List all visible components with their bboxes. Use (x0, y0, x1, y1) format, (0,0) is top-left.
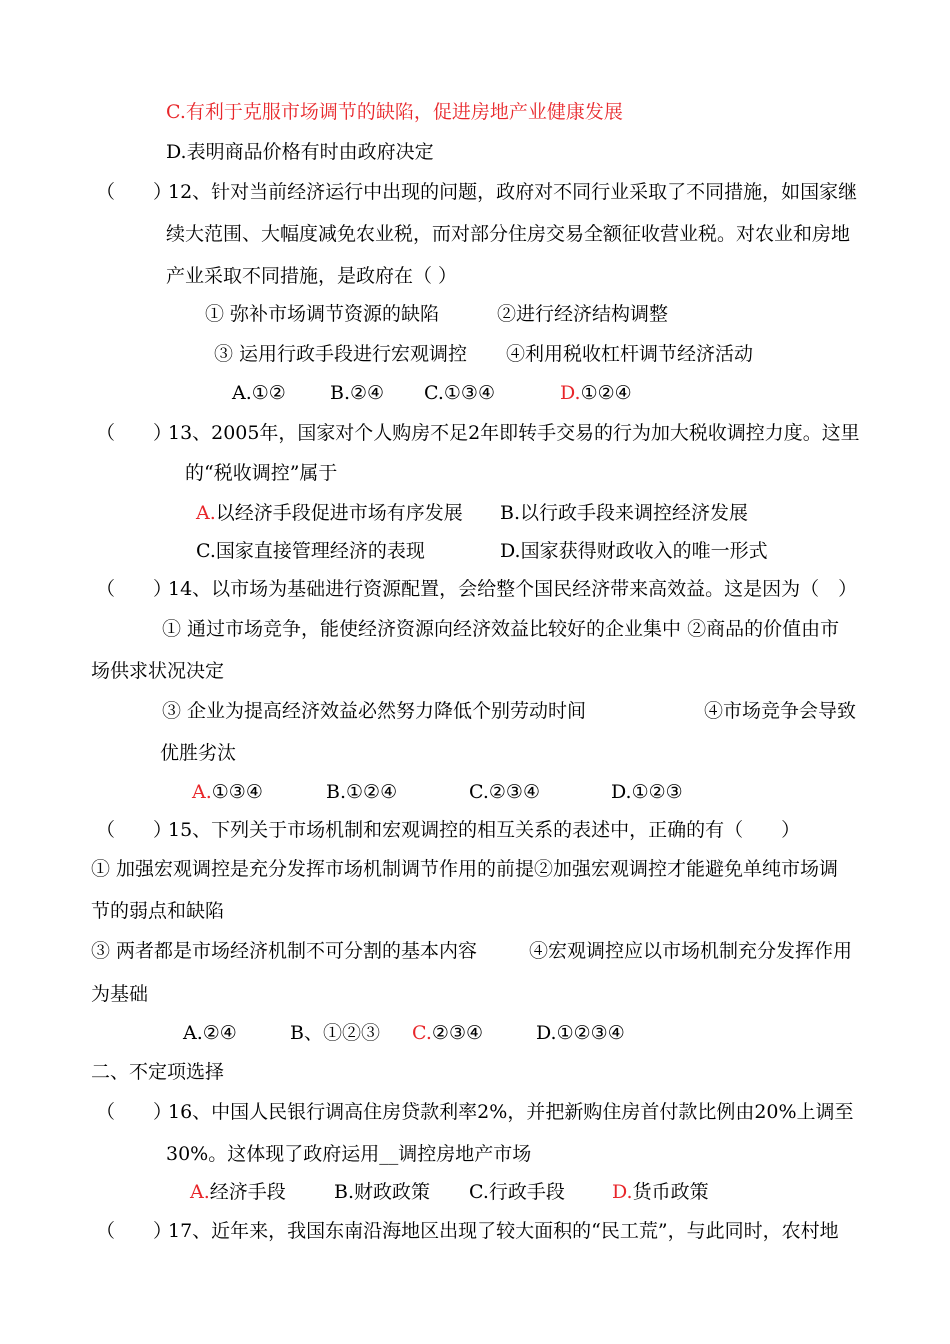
q14-choice-a (192, 780, 263, 804)
q16-choice-a (190, 1180, 286, 1204)
q13-choice-c: C.国家直接管理经济的表现 (196, 540, 425, 562)
q12-item-4: ④利用税收杠杆调节经济活动 (506, 343, 754, 365)
q16-choice-d (612, 1180, 709, 1204)
q13-choice-a (196, 501, 463, 525)
q14-choice-d: D.①②③ (611, 781, 683, 803)
q13-choice-a-letter: A. (196, 502, 216, 524)
q13-choice-a-text: 以经济手段促进市场有序发展 (215, 502, 463, 524)
q15-item-3: ③ 两者都是市场经济机制不可分割的基本内容 (91, 940, 478, 962)
q14-answer-blank: （ ） (96, 578, 173, 600)
q12-choice-a: A.①② (232, 382, 286, 404)
q15-choice-d: D.①②③④ (536, 1022, 625, 1044)
q16-answer-blank: （ ） (96, 1101, 173, 1123)
q16-choice-a-letter: A. (190, 1181, 210, 1203)
q15-choice-a: A.②④ (183, 1022, 237, 1044)
q13-choice-b: B.以行政手段来调控经济发展 (500, 502, 749, 524)
q15-item-4-cont: 为基础 (91, 983, 149, 1005)
q12-choice-d-text: ①②④ (580, 382, 632, 404)
q16-choice-d-text: 货币政策 (632, 1181, 709, 1203)
q11-option-c: C.有利于克服市场调节的缺陷，促进房地产业健康发展 (166, 101, 623, 123)
q16-choice-c: C.行政手段 (469, 1181, 565, 1203)
q13-stem-line2: 的“税收调控”属于 (185, 462, 338, 484)
q16-choice-b: B.财政政策 (334, 1181, 431, 1203)
q12-answer-blank: （ ） (96, 181, 173, 203)
q12-choice-c: C.①③④ (424, 382, 495, 404)
q12-choice-d-letter: D. (560, 382, 581, 404)
q14-item-3: ③ 企业为提高经济效益必然努力降低个别劳动时间 (162, 700, 587, 722)
q14-item-4-cont: 优胜劣汰 (160, 742, 237, 764)
q14-stem-line3: 场供求状况决定 (91, 660, 225, 682)
q15-choice-b: B、①②③ (290, 1022, 380, 1044)
q13-stem-line1: 13、2005年，国家对个人购房不足2年即转手交易的行为加大税收调控力度。这里 (168, 422, 860, 444)
q12-stem-line2: 续大范围、大幅度减免农业税，而对部分住房交易全额征收营业税。对农业和房地 (166, 223, 851, 245)
q15-item-2-cont: 节的弱点和缺陷 (91, 900, 225, 922)
q15-answer-blank: （ ） (96, 819, 173, 841)
q15-item-1-2: ① 加强宏观调控是充分发挥市场机制调节作用的前提②加强宏观调控才能避免单纯市场调 (91, 858, 839, 880)
q16-stem-line2: 30%。这体现了政府运用__调控房地产市场 (166, 1143, 532, 1165)
q16-choice-a-text: 经济手段 (209, 1181, 286, 1203)
q15-choice-c-text: ②③④ (431, 1022, 484, 1044)
q12-item-1: ① 弥补市场调节资源的缺陷 (205, 303, 440, 325)
q12-stem-line1: 12、针对当前经济运行中出现的问题，政府对不同行业采取了不同措施，如国家继 (168, 181, 858, 203)
q15-item-4: ④宏观调控应以市场机制充分发挥作用 (529, 940, 853, 962)
q12-item-2: ②进行经济结构调整 (497, 303, 669, 325)
q12-choice-d (560, 381, 632, 405)
q12-item-3: ③ 运用行政手段进行宏观调控 (214, 343, 468, 365)
q14-item-4: ④市场竞争会导致 (704, 700, 857, 722)
q17-answer-blank: （ ） (96, 1220, 173, 1242)
q15-stem-line1: 15、下列关于市场机制和宏观调控的相互关系的表述中，正确的有（ ） (168, 819, 801, 841)
q14-choice-a-text: ①③④ (211, 781, 263, 803)
q14-choice-c: C.②③④ (469, 781, 540, 803)
q15-choice-c-letter: C. (412, 1022, 432, 1044)
section-2-heading: 二、不定项选择 (91, 1061, 225, 1083)
q14-stem-line1: 14、以市场为基础进行资源配置，会给整个国民经济带来高效益。这是因为（ ） (168, 578, 858, 600)
q13-choice-d: D.国家获得财政收入的唯一形式 (500, 540, 768, 562)
q14-choice-a-letter: A. (192, 781, 212, 803)
q16-stem-line1: 16、中国人民银行调高住房贷款利率2%，并把新购住房首付款比例由20%上调至 (168, 1101, 854, 1123)
q15-choice-c (412, 1021, 483, 1045)
q11-option-d: D.表明商品价格有时由政府决定 (166, 141, 434, 163)
q12-choice-b: B.②④ (330, 382, 385, 404)
q14-stem-line2: ① 通过市场竞争，能使经济资源向经济效益比较好的企业集中 ②商品的价值由市 (162, 618, 840, 640)
q13-answer-blank: （ ） (96, 422, 173, 444)
q16-choice-d-letter: D. (612, 1181, 633, 1203)
q12-stem-line3: 产业采取不同措施，是政府在（ ） (166, 265, 458, 287)
q14-choice-b: B.①②④ (326, 781, 398, 803)
q17-stem-line1: 17、近年来，我国东南沿海地区出现了较大面积的“民工荒”，与此同时，农村地 (168, 1220, 839, 1242)
